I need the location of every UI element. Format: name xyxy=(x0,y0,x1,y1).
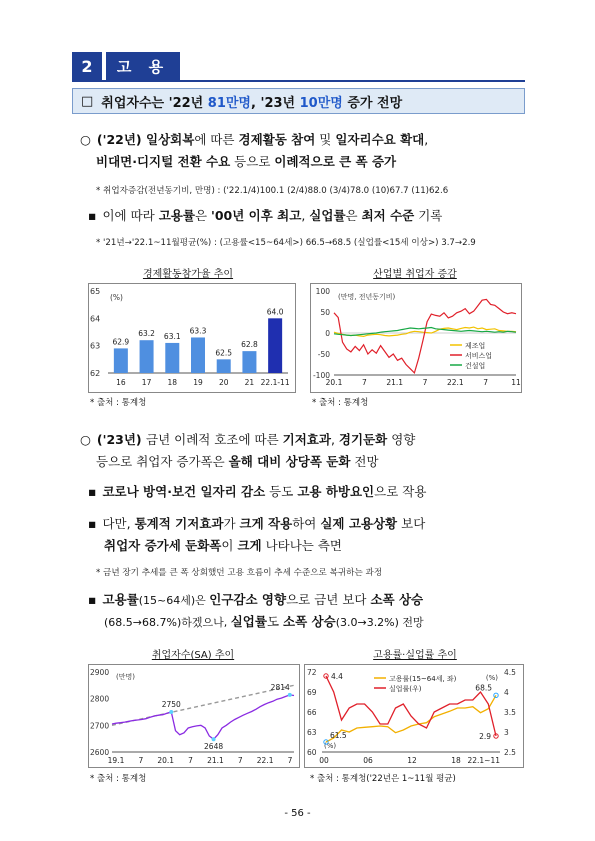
c1-ytick: 63 xyxy=(90,341,101,351)
headline-box xyxy=(72,88,525,114)
c1-xtick: 16 xyxy=(116,378,126,387)
b4-c: 고용 하방요인 xyxy=(297,484,375,499)
b1-b: 일상회복 xyxy=(146,132,195,147)
c3-xtick: 20.1 xyxy=(157,756,175,765)
b1-f: 일자리수요 확대 xyxy=(335,132,425,147)
c1-bar xyxy=(191,337,205,373)
c2-xtick: 7 xyxy=(483,378,489,387)
bullet-6-line-2 xyxy=(104,612,534,633)
b1-a: ('22년) xyxy=(96,132,146,147)
c2-ytick: 0 xyxy=(325,329,330,338)
b1-g: , xyxy=(424,132,429,147)
c1-ytick: 65 xyxy=(90,287,101,296)
c1-bar xyxy=(268,318,282,373)
c1-bar-label: 64.0 xyxy=(266,307,284,317)
b2-d: '00년 이후 최고 xyxy=(211,208,302,223)
c3-ytick: 2900 xyxy=(90,668,110,677)
b5-e: 하여 xyxy=(292,516,321,531)
c2-xtick: 7 xyxy=(361,378,367,387)
c1-xtick: 21 xyxy=(244,378,255,387)
c1-bar-label: 62.9 xyxy=(112,337,130,347)
c2-ytick: -100 xyxy=(312,371,330,380)
b2-g: 은 xyxy=(345,208,362,223)
bullet-6-symbol: ▪ xyxy=(88,592,97,607)
c3-xtick: 22.1 xyxy=(256,756,274,765)
b1-l2-b: 등으로 xyxy=(230,154,275,169)
section-title: 고 용 xyxy=(106,52,180,80)
chart-4-title: 고용률·실업률 추이 xyxy=(373,650,457,661)
headline-square: □ xyxy=(81,93,94,109)
c3-xtick: 7 xyxy=(287,756,293,765)
bullet-5-symbol: ▪ xyxy=(88,516,97,531)
c1-xtick: 19 xyxy=(193,378,203,387)
b2-b: 고용률 xyxy=(158,208,195,223)
bullet-4-symbol: ▪ xyxy=(88,484,97,499)
c3-peak-marker xyxy=(169,710,173,714)
headline-part-3: 증가 전망 xyxy=(342,95,403,111)
b5-l2-d: 나타나는 측면 xyxy=(261,538,343,553)
b6-l2-c: 도 xyxy=(266,614,284,629)
b1-d: 경제활동 참여 xyxy=(238,132,316,147)
chart-1 xyxy=(88,283,296,393)
b5-a: 다만, xyxy=(102,516,135,531)
b6-e: 소폭 상승 xyxy=(370,592,424,607)
b6-l2-e: (3.0→3.2%) 전망 xyxy=(335,616,424,629)
b5-l2-c: 크게 xyxy=(237,538,262,553)
c2-xtick: 7 xyxy=(422,378,428,387)
c1-xtick: 22.1-11 xyxy=(260,378,290,387)
bullet-1-symbol: ○ xyxy=(80,132,91,147)
b4-d: 으로 작용 xyxy=(374,484,427,499)
section-number: 2 xyxy=(72,52,102,80)
c1-bar-label: 62.8 xyxy=(241,340,258,350)
b2-h: 최저 수준 xyxy=(361,208,415,223)
b3-e: 경기둔화 xyxy=(338,432,388,447)
chart-4-source: * 출처 : 통계청('22년은 1~11월 평균) xyxy=(310,774,456,784)
c4-ytick-right: 2.5 xyxy=(504,748,516,757)
bullet-5-line-1 xyxy=(88,514,533,534)
c2-legend-label: 서비스업 xyxy=(465,352,493,360)
c4-legend-label: 고용률(15~64세, 좌) xyxy=(389,675,457,683)
bullet-2-symbol: ▪ xyxy=(88,208,97,223)
b1-c: 에 따른 xyxy=(194,132,239,147)
c2-xtick: 11 xyxy=(511,378,521,387)
c3-xtick: 21.1 xyxy=(207,756,224,765)
b6-c: 인구감소 영향 xyxy=(209,592,287,607)
b2-e: , xyxy=(301,208,310,223)
b3-l2-b: 올해 대비 상당폭 둔화 xyxy=(228,454,351,469)
b5-l2-a: 취업자 증가세 둔화폭 xyxy=(104,538,222,553)
b6-d: 으로 금년 보다 xyxy=(286,592,371,607)
c4-ytick-right: 3 xyxy=(504,728,509,737)
b3-c: 기저효과 xyxy=(282,432,331,447)
b4-b: 등도 xyxy=(265,484,298,499)
c4-xtick: 06 xyxy=(363,756,373,765)
headline-part-1: 취업자수는 '22년 xyxy=(101,95,208,111)
b2-a: 이에 따라 xyxy=(102,208,159,223)
c1-ytick: 62 xyxy=(90,369,101,378)
b1-l2-a: 비대면·디지털 전환 수요 xyxy=(96,154,231,169)
c1-bar xyxy=(217,359,231,373)
c2-xtick: 20.1 xyxy=(325,378,343,387)
c2-xtick: 21.1 xyxy=(386,378,404,387)
c2-ytick: -50 xyxy=(317,350,330,359)
c3-trough-label: 2648 xyxy=(204,742,224,752)
c3-xtick: 7 xyxy=(138,756,144,765)
c3-trough-marker xyxy=(212,737,216,741)
b5-l2-b: 이 xyxy=(221,538,238,553)
bullet-4-line xyxy=(88,482,533,502)
chart-2 xyxy=(310,283,522,393)
c4-legend-label: 실업률(우) xyxy=(389,685,422,693)
b6-l2-b: 실업률 xyxy=(230,614,267,629)
c4-ytick-left: 69 xyxy=(307,688,317,697)
b4-a: 코로나 방역·보건 일자리 감소 xyxy=(102,484,266,499)
b3-l2-a: 등으로 취업자 증가폭은 xyxy=(96,454,229,469)
c2-ytick: 100 xyxy=(315,287,330,296)
bullet-1-line-2 xyxy=(96,152,536,172)
b3-a: ('23년) xyxy=(96,432,146,447)
c1-xtick: 17 xyxy=(141,378,152,387)
c3-xtick: 7 xyxy=(237,756,243,765)
c1-bar-label: 63.2 xyxy=(138,329,155,339)
c1-bar-label: 63.3 xyxy=(189,326,207,336)
c3-ytick: 2800 xyxy=(90,694,110,704)
c4-xtick: 12 xyxy=(407,756,417,765)
c3-xtick: 7 xyxy=(188,756,193,765)
section-rule xyxy=(72,80,525,82)
c3-last-label: 2814 xyxy=(270,682,290,692)
chart-2-source: * 출처 : 통계청 xyxy=(312,398,369,408)
c3-peak-label: 2750 xyxy=(161,700,181,709)
c1-bar-label: 63.1 xyxy=(163,331,181,341)
c4-xtick: 18 xyxy=(451,756,461,765)
c3-ytick: 2700 xyxy=(90,721,110,731)
bullet-1-line-1 xyxy=(80,130,530,150)
c4-ytick-left: 60 xyxy=(307,748,317,757)
b5-d: 크게 작용 xyxy=(239,516,293,531)
chart-4 xyxy=(304,664,524,768)
c4-un-end-label: 2.9 xyxy=(479,732,491,741)
c4-left-unit: (%) xyxy=(324,742,337,750)
c1-bar xyxy=(242,351,256,373)
c4-ytick-right: 4.5 xyxy=(504,668,516,677)
bullet-3-line-2 xyxy=(96,452,536,472)
c1-bar xyxy=(165,343,179,373)
b6-b: (15~64세)은 xyxy=(138,594,210,607)
c1-xtick: 18 xyxy=(167,378,178,387)
c1-bar xyxy=(140,340,154,373)
c3-xtick: 19.1 xyxy=(107,756,125,765)
c4-ytick-left: 72 xyxy=(307,668,317,677)
b6-l2-a: (68.5→68.7%)하겠으나, xyxy=(104,616,231,629)
b3-f: 영향 xyxy=(387,432,416,447)
headline-part-2: , '23년 xyxy=(251,95,300,111)
c4-ytick-left: 66 xyxy=(307,708,317,717)
headline-value-1: 81만명 xyxy=(207,95,251,111)
c4-xtick: 00 xyxy=(319,756,329,765)
chart-3-title: 취업자수(SA) 추이 xyxy=(151,650,235,661)
b3-d: , xyxy=(330,432,339,447)
b3-b: 금년 이례적 호조에 따른 xyxy=(146,432,283,447)
b6-l2-d: 소폭 상승 xyxy=(283,614,336,629)
bullet-3-symbol: ○ xyxy=(80,432,91,447)
bullet-2-line xyxy=(88,206,533,226)
c2-ytick: 50 xyxy=(320,308,330,317)
c2-legend-label: 건설업 xyxy=(465,362,486,370)
chart-1-source: * 출처 : 통계청 xyxy=(90,398,147,408)
c1-bar xyxy=(114,348,128,373)
bullet-1-note: * 취업자증감(전년동기비, 만명) : ('22.1/4)100.1 (2/4)88.0 (3/4)78.0 (10)67.7 (11)62.6 xyxy=(96,186,449,196)
c4-right-unit: (%) xyxy=(485,674,498,682)
b2-f: 실업률 xyxy=(309,208,346,223)
c3-unit: (만명) xyxy=(116,673,135,681)
c2-legend-label: 제조업 xyxy=(465,342,486,350)
c2-xtick: 22.1 xyxy=(446,378,464,387)
b5-f: 실제 고용상황 xyxy=(320,516,398,531)
c4-ytick-left: 63 xyxy=(307,728,317,737)
b5-b: 통계적 기저효과 xyxy=(134,516,224,531)
chart-2-title: 산업별 취업자 증감 xyxy=(373,269,457,280)
c4-emp-end-label: 68.5 xyxy=(475,683,492,693)
b5-g: 보다 xyxy=(397,516,426,531)
c1-xtick: 20 xyxy=(218,378,229,387)
c4-un-start-label: 4.4 xyxy=(331,672,343,681)
c2-unit: (만명, 전년동기비) xyxy=(338,293,396,301)
bullet-3-line-1 xyxy=(80,430,535,450)
c4-emp-start-label: 61.5 xyxy=(330,731,347,740)
c1-unit: (%) xyxy=(110,293,123,302)
headline-value-2: 10만명 xyxy=(299,95,343,111)
page-number: - 56 - xyxy=(284,808,311,819)
c4-xtick: 22.1~11 xyxy=(467,756,500,765)
b2-i: 기록 xyxy=(414,208,443,223)
b1-e: 및 xyxy=(315,132,336,147)
b5-c: 가 xyxy=(223,516,240,531)
c1-ytick: 64 xyxy=(90,314,101,324)
c3-last-marker xyxy=(288,693,292,697)
bullet-5-line-2 xyxy=(104,536,534,556)
bullet-5-note: * 금년 장기 추세를 큰 폭 상회했던 고용 흐름이 추세 수준으로 복귀하는 과정 xyxy=(96,568,383,578)
bullet-2-note: * '21년→'22.1~11월평균(%) : (고용률<15~64세>) 66.5→68.5 (실업률<15세 이상>) 3.7→2.9 xyxy=(96,238,476,248)
c1-bar-label: 62.5 xyxy=(215,348,233,358)
c4-ytick-right: 3.5 xyxy=(504,708,516,717)
b2-c: 은 xyxy=(194,208,212,223)
bullet-6-line-1 xyxy=(88,590,533,611)
b1-l2-c: 이례적으로 큰 폭 증가 xyxy=(274,154,397,169)
chart-1-title: 경제활동참가율 추이 xyxy=(142,269,234,280)
c3-ytick: 2600 xyxy=(90,748,110,757)
b6-a: 고용률 xyxy=(102,592,139,607)
chart-3 xyxy=(88,664,300,768)
chart-3-source: * 출처 : 통계청 xyxy=(90,774,147,784)
c4-ytick-right: 4 xyxy=(504,688,509,697)
b3-l2-c: 전망 xyxy=(350,454,379,469)
